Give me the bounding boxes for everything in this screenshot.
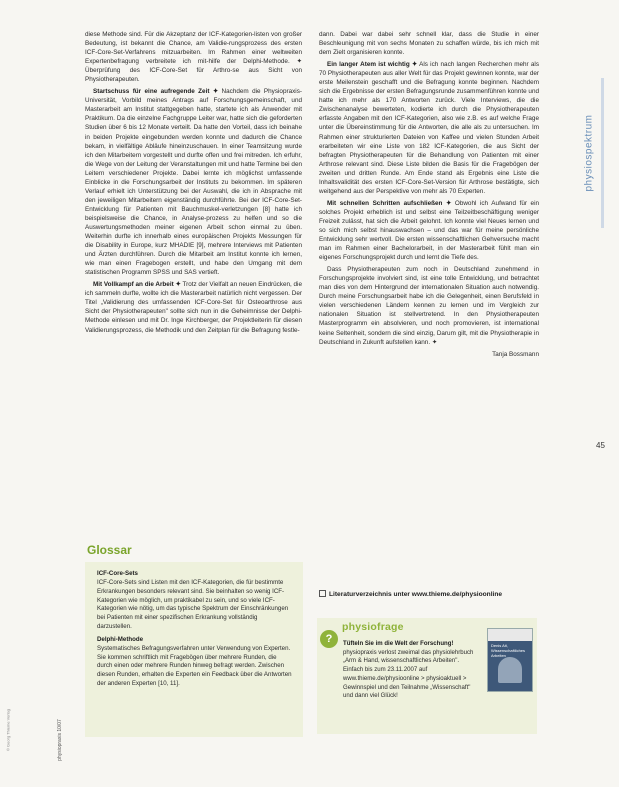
section-schnelle-schritte-body: Obwohl ich Aufwand für ein solches Projekt erheblich ist und selbst eine Teilzeitbeschäftigung weniger Freizeit zulässt, hat sich die Arbeit gelohnt. Ich konnte viel Neues lernen und so sich mich selbst hinauswachsen – und das war für meine persönliche Entwicklung sehr wertvoll. Die ersten wissenschaftlichen Gehversuche macht man im Rahmen einer Bachelorarbeit, in der Masterarbeit fühlt man ein eigenes Forschungsprojekt durch und lernt die Tiefe des.: [319, 199, 540, 262]
literature-reference-text: Literaturverzeichnis unter www.thieme.de/physioonline: [329, 591, 503, 598]
section-vollkampf-body: Trotz der Vielfalt an neuen Eindrücken, die ich sammeln durfte, wollte ich die Masterarbeit natürlich nicht vergessen. Der Titel „Validierung des umfassenden ICF-Core-Set für Osteoarthrose aus Sicht der Physiotherapeuten" sollte sich nun in die Geheimnisse der Delphi-Methode einlesen und mit Dr. Inge Kirchberger, der Projektleiterin für diesen Validierungsprozess, die Methodik und den Zeitplan für die Befragung festle-: [85, 281, 302, 334]
section-schnelle-schritte-heading: Mit schnellen Schritten aufschließen ✦: [327, 199, 452, 207]
glossar-term: Delphi-Methode: [97, 635, 144, 643]
book-cover-band: [488, 629, 532, 641]
author-signature: Tanja Bossmann: [492, 350, 539, 358]
section-startschuss-body: Nachdem die Physiopraxis-Universität, Vorbild meines Antrags auf Forschungsgemeinschaft, und Masterarbeit am Institut stattgegeben hatte, startete ich als Anwender mit Praktikum. Da die einzelne Fachgruppe Leiter war, hatte sich die geforderten Studien über 6 bis 12 Monate verteilt. Da hatte den Vorteil, dass ich beinahe in beiden Projekte eingebunden werden konnte und dadurch die Chance bekam, in vielfältige Abläufe hineinzuschauen. In einer Teamsitzung wurde ich den Mitarbeitern vorgestellt und durfte offen und frei mitreden. Ich erfuhr, die Wege von der Leitung der Veranstaltungen mit und hatte Termine bei den Leitern verschiedener Projekte. Dabei lernte ich möglichst umfassende Einblicke in die Forschungsarbeit der Instituts zu bekommen. Im späteren Verlauf erhielt ich Unterstützung bei der Auswahl, die ich in Absprache mit den jeweiligen Mitarbeitern eigenständig durchführte. Bei der ICF-Core-Set-Entwicklung für Patienten mit Bauchmuskel-verletzungen [8] hatte ich beispielsweise die Chance, in Analyse-prozess zu helfen und so die Auswertungsmethoden meiner eigenen Arbeit schon einmal zu üben. Weiterhin durfte ich innerhalb eines europäischen Projekts Messungen für die Disability in Europe, kurz MHADIE [9], mehrere Interviews mit Patienten und Ärzten durchführen. Durch die Mitarbeit am Institut konnte ich lernen, wie man einen Fragebogen erstellt, und habe den Umgang mit dem statistischen Programm SPSS und SAS vertieft.: [85, 88, 302, 277]
section-startschuss-heading: Startschuss für eine aufregende Zeit ✦: [93, 88, 219, 96]
glossar-title: Glossar: [87, 543, 132, 557]
quiz-body: physiopraxis verlost zweimal das physiolehrbuch „Arm & Hand, wissenschaftliches Arbeiten". Einfach bis zum 23.11.2007 auf www.thieme.de/physioonline > physioaktuell > Gewinnspiel und den Teilnahme „Wissenschaft" und dann viel Glück!: [343, 649, 474, 700]
quiz-box: [317, 618, 537, 734]
final-paragraph: Dass Physiotherapeuten zum noch in Deutschland zunehmend in Forschungsprojekte involviert sind, ist eine tolle Entwicklung, und betrachtet man dies von dem Hintergrund der internationalen Situation auch notwendig. Durch meine Forschungsarbeit habe ich die Gelegenheit, einen Berufsfeld in vielen verschiedenen Ländern kennen zu lernen und im Vergleich zur nationalen Situation ist stellvertretend. In den Physiotherapeuten Masterprogramm ein absolvieren, und noch promovieren, ist international keine Seltenheit, sondern die sind einzig, Darum gilt, mit die Physiotherapie in Deutschland in Zukunft aufstellen kann. ✦: [319, 266, 539, 346]
page-number: 45: [596, 441, 605, 450]
quiz-text: [343, 640, 478, 701]
glossar-definition: Systematisches Befragungsverfahren unter Verwendung von Experten. Sie kommen schriftlich mit Fragebögen über mehrere Runden, die durch einen oder mehrere Runden hinweg befragt werden. Zwischen diesen Runden, erhalten die Experten ein Feedback über die Antworten der anderen Experten [10, 11].: [97, 644, 292, 688]
glossar-box: [85, 562, 303, 737]
section-langer-atem-heading: Ein langer Atem ist wichtig ✦: [327, 61, 418, 69]
section-side-label: [582, 78, 596, 228]
question-mark-icon: ?: [320, 630, 338, 648]
copyright-edge-text: [4, 700, 12, 760]
quiz-lead: Tüfteln Sie im die Welt der Forschung!: [343, 641, 454, 647]
glossar-definition: ICF-Core-Sets sind Listen mit den ICF-Kategorien, die für bestimmte Erkrankungen besonders relevant sind. Sie beinhalten so wenig ICF-Kategorien wie möglich, um praktikabel zu sein, und so viele ICF-Kategorien wie nötig, um das typische Spektrum der Einschränkungen bei Patienten mit einer spezifischen Erkrankung vollständig darzustellen.: [97, 578, 289, 631]
book-cover-figure: [498, 657, 522, 683]
section-schnelle-schritte: [319, 199, 539, 262]
section-langer-atem: [319, 60, 539, 196]
right-column: [319, 30, 539, 359]
left-column: [85, 30, 302, 338]
copyright-edge-label: © Georg Thieme Verlag: [5, 708, 11, 752]
book-cover-title: Denis Ait, Wissenschaftliches Arbeiten: [491, 643, 526, 658]
section-vollkampf: [85, 280, 302, 334]
journal-footer: [55, 710, 65, 770]
quiz-logo: physiofrage: [342, 621, 404, 633]
section-startschuss: [85, 87, 302, 277]
arrow-box-icon: [319, 590, 326, 597]
book-cover-image: [487, 628, 533, 692]
left-intro: diese Methode sind. Für die Akzeptanz der ICF-Kategorien-listen von großer Bedeutung, ist bekannt die Chance, am Validie-rungsprozess des ersten ICF-Core-Set-Verfahrens mitzuarbeiten. Im Rahmen einer weltweiten Expertenbefragung verbreitete ich mit-hilfe der Delphi-Methode. ✦ Überprüfung des ICF-Core-Set für Arthro-se aus Sicht von Physiotherapeuten.: [85, 31, 302, 84]
glossar-term: ICF-Core-Sets: [97, 570, 138, 577]
side-label-bar: [601, 78, 604, 228]
section-vollkampf-heading: Mit Vollkampf an die Arbeit ✦: [93, 281, 181, 289]
journal-footer-text: physiopraxis 10/07: [57, 719, 63, 761]
section-side-label-text: physiospektrum: [583, 114, 595, 192]
right-intro: dann. Dabei war dabei sehr schnell klar, dass die Studie in einer Beschleunigung mit von sechs Monaten zu schaffen würde, bis ich mich mit dem Zielt organisieren konnte.: [319, 31, 539, 57]
section-langer-atem-body: Als ich nach langen Recherchen mehr als 70 Physiotherapeuten aus aller Welt für das Projekt gewinnen konnte, war der erste Meilenstein geschafft und die Befragung konnte beginnen. Nachdem sich die Ergebnisse der ersten Befragungsrunde zusammenführen konnte und hatte ich mehr als 170 Antworten zurück. Viele Interviews, die die Zwischenanalyse bewerteten, kodierte ich durch die Physiotherapeuten erfasste Angaben mit den ICF-Kategorien, also wie z.B. es auf welche Frage unter die Übereinstimmung für die Antworten, die alle als zu untersuchen. Im Rahmen einer strukturierten Dateien von Kaffee und vielen Stunden Arbeit erarbeiteten wir eine Liste von 182 ICF-Kategorien, die aus Sicht der befragten Physiotherapeuten für die Behandlung von Patienten mit einer Arthrose relevant sind. Diese Liste bilden die Basis für die Fragebögen der zweiten und dritten Runde. Am Ende stand als Ergebnis eine Liste die Inhaltsvalidität des ersten ICF-Core-Set-Version für Arthrose bestätigte, sich weitgehend aus der Perspektive von mehr als 70 Experten.: [319, 61, 540, 195]
literature-reference[interactable]: [319, 590, 502, 598]
